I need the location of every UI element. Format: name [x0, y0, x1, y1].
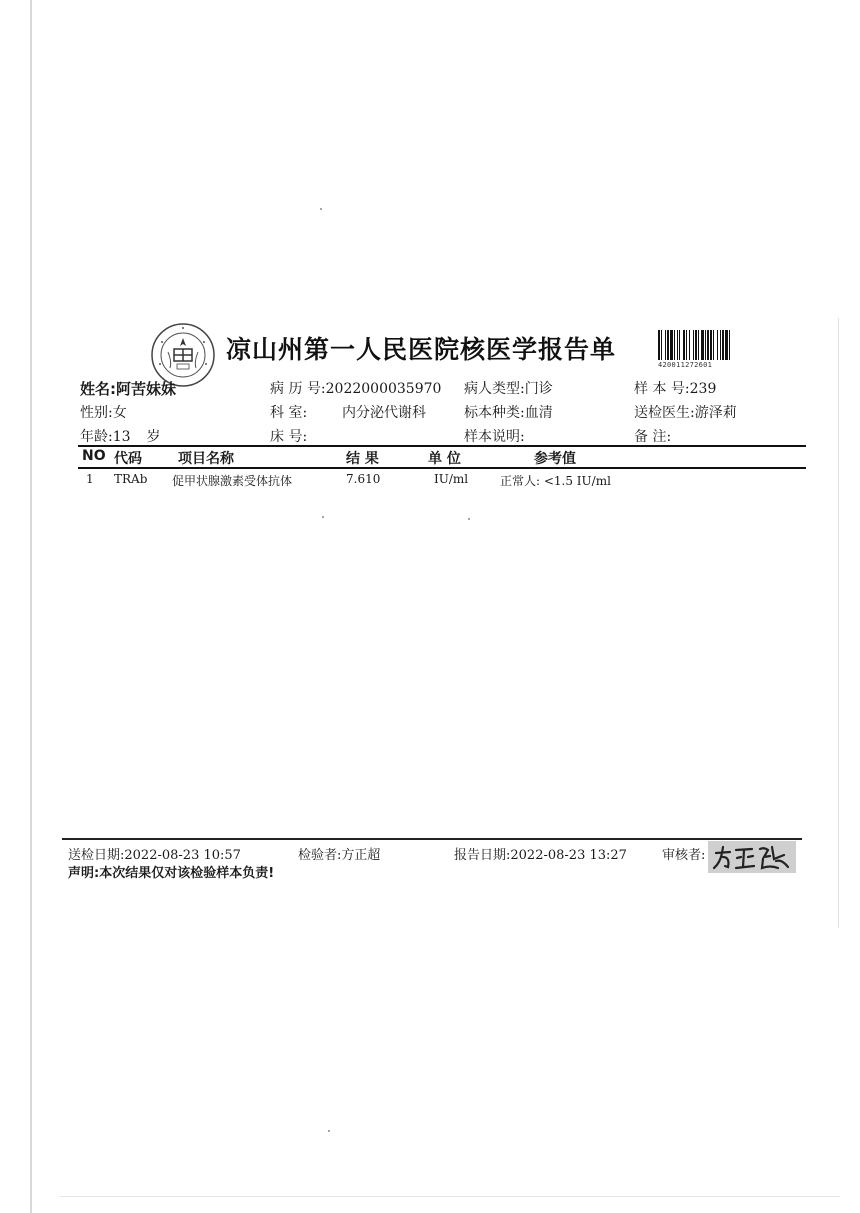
submit-date-label: 送检日期:: [68, 848, 125, 863]
doctor-label: 送检医生:: [634, 405, 695, 421]
tester: 方正超: [341, 848, 381, 863]
barcode-bar: [730, 330, 732, 360]
sample-no-field: [634, 378, 716, 398]
footer-rule: [62, 838, 802, 840]
patient-age: 13: [112, 429, 131, 445]
patient-sex-label: 性别:: [80, 405, 113, 421]
sample-no: 239: [689, 381, 717, 397]
specimen-type-field: [464, 402, 553, 422]
header-unit: 单 位: [428, 451, 461, 467]
header-code: 代码: [114, 451, 142, 467]
report-date-label: 报告日期:: [454, 848, 511, 863]
tester-label: 检验者:: [298, 848, 342, 863]
remark-field: [634, 426, 706, 446]
header-result: 结 果: [346, 451, 379, 467]
signature-image: [708, 841, 796, 873]
table-top-rule: [78, 445, 806, 447]
record-no: 2022000035970: [325, 381, 442, 397]
barcode-number: 420011272601: [658, 361, 713, 369]
header-no: NO: [82, 448, 106, 464]
record-no-label: 病 历 号:: [270, 381, 326, 397]
scan-edge: [30, 0, 32, 1213]
sample-no-label: 样 本 号:: [634, 381, 690, 397]
table-header-rule: [78, 467, 806, 469]
patient-sex-field: [80, 402, 127, 422]
row-item: 促甲状腺激素受体抗体: [172, 474, 293, 488]
specimen-note-field: [464, 426, 525, 446]
specimen-type-label: 标本种类:: [464, 405, 525, 421]
bed-no-field: [270, 426, 342, 446]
record-no-field: [270, 378, 441, 398]
row-no: 1: [86, 472, 94, 486]
scan-speck: [320, 208, 322, 210]
patient-age-label: 年龄:: [80, 429, 113, 445]
specimen-type: 血清: [524, 405, 553, 421]
reviewer-signature: [708, 841, 796, 873]
report-date: 2022-08-23 13:27: [510, 848, 627, 863]
header-reference: 参考值: [534, 451, 576, 467]
patient-sex: 女: [112, 405, 127, 421]
row-reference: 正常人: <1.5 IU/ml: [500, 474, 611, 488]
row-unit: IU/ml: [434, 472, 469, 486]
department: 内分泌代谢科: [342, 405, 426, 421]
row-result: 7.610: [346, 472, 381, 486]
scan-speck: [322, 516, 324, 518]
row-code: TRAb: [114, 472, 148, 486]
reviewer-label: 审核者:: [662, 848, 706, 863]
remark-label: 备 注:: [634, 429, 672, 445]
header-item: 项目名称: [178, 451, 234, 467]
report-date-field: [454, 844, 627, 863]
patient-type-field: [464, 378, 553, 398]
scan-edge: [60, 1196, 840, 1197]
doctor-field: [634, 402, 737, 422]
department-field: [270, 402, 426, 422]
bed-no-label: 床 号:: [270, 429, 308, 445]
submit-date: 2022-08-23 10:57: [124, 848, 241, 863]
patient-name: 阿苦妹妹: [116, 380, 177, 398]
scan-edge: [838, 318, 839, 928]
patient-age-unit: 岁: [146, 429, 161, 445]
patient-name-label: 姓名:: [80, 380, 116, 398]
barcode: [658, 330, 770, 372]
tester-field: [298, 844, 380, 863]
statement: 声明:本次结果仅对该检验样本负责!: [68, 866, 275, 881]
patient-type: 门诊: [524, 381, 553, 397]
scan-speck: [468, 518, 470, 520]
scan-speck: [328, 1130, 330, 1132]
report-title: 凉山州第一人民医院核医学报告单: [226, 335, 617, 364]
doctor: 游泽莉: [694, 405, 737, 421]
patient-type-label: 病人类型:: [464, 381, 525, 397]
patient-name-field: [80, 378, 176, 399]
department-label: 科 室:: [270, 405, 308, 421]
specimen-note-label: 样本说明:: [464, 429, 525, 445]
patient-age-field: [80, 426, 161, 446]
submit-date-field: [68, 844, 241, 863]
barcode-bars: [658, 330, 770, 360]
